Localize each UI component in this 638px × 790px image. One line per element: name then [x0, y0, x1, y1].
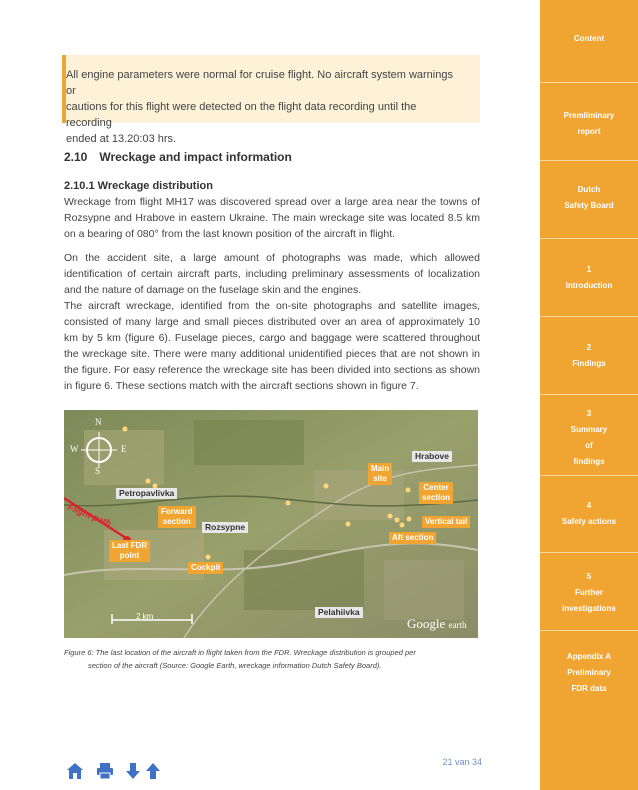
sidebar-item-safety-actions[interactable] [540, 498, 638, 530]
print-icon[interactable] [96, 762, 114, 780]
sidebar-divider [540, 160, 638, 161]
scale-label: 2 km [136, 612, 154, 621]
town-rozsypne: Rozsypne [202, 522, 248, 533]
town-pelahiivka: Pelahiivka [315, 607, 363, 618]
sidebar-item-label: investigations [562, 604, 616, 613]
sidebar-divider [540, 238, 638, 239]
label-line: Center [423, 483, 449, 492]
label-center-section [419, 482, 453, 504]
sidebar-divider [540, 394, 638, 395]
callout-text [66, 67, 464, 147]
google-earth-logo [407, 616, 467, 632]
page-number: 21 van 34 [442, 757, 482, 767]
sidebar-divider [540, 552, 638, 553]
sidebar-divider [540, 316, 638, 317]
sidebar-item-label: 3 [586, 409, 592, 418]
callout-box [62, 55, 480, 145]
sidebar-item-introduction[interactable] [540, 262, 638, 294]
callout-line: All engine parameters were normal for cruise flight. No aircraft system warnings or [66, 69, 453, 97]
caption-line: section of the aircraft (Source: Google Earth, wreckage information Dutch Safety Board). [88, 661, 382, 670]
sidebar-item-label: findings [573, 457, 605, 466]
sidebar-item-label: Summary [570, 425, 608, 434]
sidebar-item-label: Introduction [565, 281, 613, 290]
sidebar-item-label: 4 [586, 501, 592, 510]
sidebar-item-dutch-safety-board[interactable] [540, 182, 638, 214]
sidebar-item-label: 1 [586, 265, 592, 274]
wreckage-map [64, 410, 478, 638]
sidebar-item-label: Further [575, 588, 603, 597]
label-line: Main [371, 464, 390, 473]
label-cockpit: Cockpit [188, 562, 223, 574]
label-forward-section [158, 506, 196, 528]
sidebar-item-label: 5 [586, 572, 592, 581]
sidebar-divider [540, 475, 638, 476]
label-last-fdr-point [109, 540, 150, 562]
label-line: Last FDR [112, 541, 148, 550]
sidebar-item-label: Findings [572, 359, 606, 368]
sidebar-item-appendix-a[interactable] [540, 649, 638, 697]
sidebar-item-preliminary-report[interactable] [540, 108, 638, 140]
town-petropavlivka: Petropavlivka [116, 488, 177, 499]
sidebar-item-label: Premliminary [563, 111, 615, 120]
callout-line: cautions for this flight were detected on the flight data recording until the recording [66, 101, 417, 129]
compass-e: E [121, 444, 127, 454]
sidebar-item-label: Safety Board [564, 201, 614, 210]
caption-line: Figure 6: The last location of the aircraft in flight taken from the FDR. Wreckage distribution is grouped per [64, 648, 416, 657]
paragraph: The aircraft wreckage, identified from the on-site photographs and satellite images, consisted of many large and small pieces distributed over an area of approximately 10 km by 5 km (figure 6). Fuselage pieces, cargo and baggage were scattered throughout the wreckage site. There were many additional unidentified pieces that are not shown in the figure. For easy reference the wreckage site has been divided into sections as shown in figure 6. These sections match with the aircraft sections shown in figure 7. [64, 300, 480, 392]
sidebar-item-content[interactable] [540, 31, 638, 47]
label-line: point [119, 551, 140, 560]
sidebar-item-label: report [577, 127, 601, 136]
label-main-site [368, 463, 392, 485]
compass-n: N [95, 417, 102, 427]
arrow-down-icon[interactable] [124, 762, 142, 780]
paragraph: On the accident site, a large amount of photographs was made, which allowed identification of certain aircraft parts, including preliminary assessments of localization and the nature of damage on the fuselage skin and the engines. [64, 252, 480, 296]
sidebar-item-label: 2 [586, 343, 592, 352]
sidebar-item-label: Appendix A [566, 652, 612, 661]
sidebar-item-further-investigations[interactable] [540, 569, 638, 617]
label-line: section [162, 517, 191, 526]
sidebar-item-label: Safety actions [561, 517, 617, 526]
google-earth-suffix: earth [448, 620, 467, 630]
sidebar-divider [540, 82, 638, 83]
sidebar-item-label: Dutch [577, 185, 601, 194]
sidebar-item-label: FDR data [571, 684, 607, 693]
sidebar-divider [540, 630, 638, 631]
sidebar-item-label: of [585, 441, 593, 450]
compass-w: W [70, 444, 79, 454]
flight-path-label: Flight path [66, 502, 113, 529]
label-vertical-tail: Vertical tail [422, 516, 470, 528]
sidebar-nav [540, 0, 638, 790]
sidebar-item-label: Content [573, 34, 605, 43]
home-icon[interactable] [66, 762, 84, 780]
subsection-heading: 2.10.1 Wreckage distribution [64, 180, 213, 192]
label-aft-section: Aft section [389, 532, 436, 544]
compass-s: S [95, 466, 101, 476]
callout-line: ended at 13.20:03 hrs. [66, 133, 177, 145]
town-hrabove: Hrabove [412, 451, 452, 462]
label-line: site [373, 474, 388, 483]
section-heading: 2.10 Wreckage and impact information [64, 150, 292, 164]
sidebar-item-summary-of-findings[interactable] [540, 406, 638, 470]
sidebar-item-findings[interactable] [540, 340, 638, 372]
label-line: Forward [161, 507, 193, 516]
google-earth-brand: Google [407, 616, 446, 631]
arrow-up-icon[interactable] [144, 762, 162, 780]
label-line: section [422, 493, 451, 502]
sidebar-item-label: Preliminary [567, 668, 611, 677]
figure-caption [64, 646, 484, 672]
paragraph: Wreckage from flight MH17 was discovered spread over a large area near the towns of Rozsypne and Hrabove in eastern Ukraine. The main wreckage site was located 8.5 km on a bearing of 080° from the last known position of the aircraft in flight. [64, 196, 480, 240]
